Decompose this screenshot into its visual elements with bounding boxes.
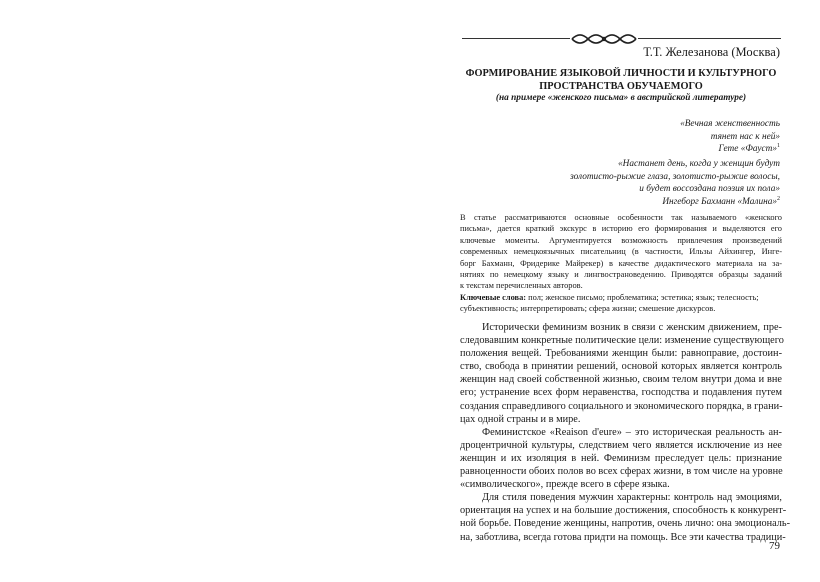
- epigraph-source: Гете «Фауст»: [718, 144, 777, 154]
- body-text: [460, 321, 791, 544]
- body-line: равноценности обоих полов во всех сферах жизни, в том числе на уровне: [460, 466, 783, 478]
- paragraph: [460, 491, 791, 543]
- body-line: его; устранение всех форм неравенства, господства и подавления путем: [460, 387, 782, 399]
- body-line: ориентация на успех и на большие достижения, способность к конкурент-: [460, 505, 787, 517]
- paragraph: [460, 321, 782, 426]
- body-line: на, заботлива, всегда готова придти на помощь. Все эти качества традици-: [460, 531, 786, 543]
- body-line: Для стиля поведения мужчин характерны: контроль над эмоциями,: [482, 492, 782, 504]
- epigraph-line: золотисто-рыжие глаза, золотисто-рыжие волосы,: [570, 171, 780, 182]
- article-title: [460, 68, 782, 93]
- page-number: 79: [769, 540, 780, 552]
- body-line: дроцентричной культуры, следствием чего является исключение из нее: [460, 439, 782, 451]
- epigraph-goethe: [680, 118, 780, 156]
- epigraph-line: «Настанет день, когда у женщин будут: [617, 159, 780, 169]
- epigraph-bachmann: [570, 158, 780, 208]
- body-line: женщин и их изоляция в ней. Феминизм преследует цель: признание: [460, 452, 782, 464]
- author-line: Т.Т. Железанова (Москва): [643, 45, 780, 59]
- abstract-line: борг Бахманн, Фридерике Майрекер) в качестве дидактического материала на за-: [460, 258, 782, 268]
- keywords-text: пол; женское письмо; проблематика; эстетика; язык; телесность;: [526, 292, 759, 302]
- keywords-text: субъективность; интерпретировать; сфера жизни; смешение дискурсов.: [460, 304, 716, 314]
- body-line: женщин над своей собственной жизнью, своим телом внутри дома и вне: [460, 374, 782, 386]
- keywords-label: Ключевые слова:: [460, 292, 527, 302]
- epigraph-source: Ингеборг Бахманн «Малина»: [662, 196, 777, 207]
- body-line: положения вещей. Требованиями женщин были: равноправие, достоин-: [460, 348, 782, 360]
- abstract: [460, 212, 782, 315]
- epigraph-line: тянет нас к ней»: [710, 131, 780, 142]
- header-rule-left: [462, 38, 570, 39]
- article-title-line: ПРОСТРАНСТВА ОБУЧАЕМОГО: [539, 80, 703, 92]
- header-ornament-icon: [570, 30, 638, 48]
- epigraph-line: и будет воссоздана поэзия их пола»: [639, 184, 780, 194]
- abstract-line: современных немецкоязычных писательниц (в частности, Ильзы Айхингер, Инге-: [460, 247, 782, 257]
- abstract-line: письма», дается краткий экскурс в историю его формирования и выделяются его: [460, 224, 782, 234]
- footnote-marker: 1: [777, 142, 780, 149]
- epigraph-line: «Вечная женственность: [680, 119, 780, 129]
- body-line: ной борьбе. Поведение женщины, напротив, очень лично: она эмоциональ-: [460, 518, 791, 530]
- body-line: Исторически феминизм возник в связи с женским движением, пре-: [482, 322, 782, 333]
- abstract-line: к текстам перечисленных авторов.: [460, 281, 583, 291]
- body-line: следовавшим конкретные политические цели: изменение существующего: [460, 335, 784, 347]
- header-rule-right: [638, 38, 781, 39]
- abstract-line: В статье рассматриваются основные особенности так называемого «женского: [460, 213, 782, 222]
- abstract-line: ключевые моменты. Аргументируется возможность привлечения произведений: [460, 235, 782, 245]
- body-line: ство, свобода в принятии решений, основой которых является контроль: [460, 361, 782, 373]
- abstract-line: нятиях по немецкому языку и лингвострановедению. Приводятся образцы заданий: [460, 270, 782, 280]
- body-line: «символического», прежде всего в сфере языка.: [460, 479, 670, 491]
- footnote-marker: 2: [777, 195, 780, 202]
- body-line: Феминистское «Reaison d'eure» – это историческая реальность ан-: [482, 426, 782, 438]
- article-title-line: ФОРМИРОВАНИЕ ЯЗЫКОВОЙ ЛИЧНОСТИ И КУЛЬТУРНОГО: [465, 68, 777, 79]
- body-line: создания справедливого социального и экономического порядка, в грани-: [460, 400, 783, 412]
- body-line: цах одной страны и в мире.: [460, 413, 581, 425]
- paragraph: [460, 426, 782, 491]
- article-subtitle: (на примере «женского письма» в австрийской литературе): [495, 93, 747, 103]
